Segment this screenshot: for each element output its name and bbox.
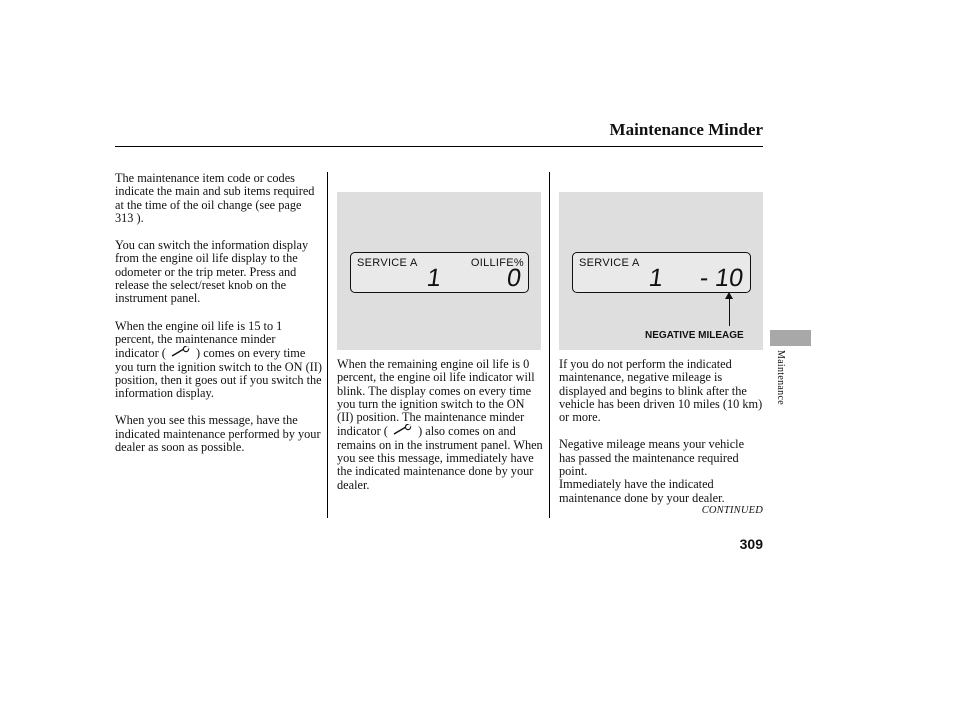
paragraph: If you do not perform the indicated maintenance, negative mileage is displayed and begins to blink after the vehicle has been driven 10 miles (10 km) or more. — [559, 357, 763, 425]
page-title: Maintenance Minder — [609, 120, 763, 139]
oil-life-display-illustration — [337, 192, 541, 350]
page-number: 309 — [739, 536, 763, 552]
section-tab — [770, 330, 811, 346]
negative-mileage-value: - 10 — [698, 264, 746, 292]
service-code-label: SERVICE A — [357, 257, 418, 269]
wrench-icon — [391, 424, 415, 436]
column-divider — [327, 172, 328, 518]
section-label: Maintenance — [775, 350, 786, 405]
maintenance-code-digit: 1 — [647, 264, 665, 292]
service-code-label: SERVICE A — [579, 257, 640, 269]
negative-mileage-callout: NEGATIVE MILEAGE — [645, 330, 744, 341]
paragraph: Negative mileage means your vehicle has passed the maintenance required point. — [559, 437, 745, 479]
column-3-text — [559, 358, 763, 519]
negative-mileage-display-illustration — [559, 192, 763, 350]
paragraph — [115, 320, 322, 401]
paragraph-text: ( — [383, 424, 388, 439]
paragraph-text: ) also comes on and remains on in the instrument panel. When you see this message, immediately have the indicated maintenance done by your dealer. — [337, 424, 543, 492]
header-rule — [115, 146, 763, 147]
paragraph — [337, 358, 543, 492]
paragraph: When you see this message, have the indicated maintenance performed by your dealer as soon as possible. — [115, 413, 321, 455]
oil-life-label: OILLIFE% — [470, 257, 524, 269]
paragraph: You can switch the information display from the engine oil life display to the odometer or the trip meter. Press and release the select/reset knob on the instrument panel. — [115, 238, 309, 306]
lcd-screen — [350, 252, 529, 293]
paragraph-text: When the remaining engine oil life is 0 percent, the engine oil life indicator will blink. The display comes on every time you turn the ignition switch to the ON (II) position. The maintenance minder indicator — [337, 357, 535, 439]
paragraph-text: When the engine oil life is 15 to 1 percent, the maintenance minder indicator ( — [115, 318, 283, 361]
oil-life-value: 0 — [505, 264, 524, 292]
paragraph-text: ) comes on every time you turn the ignition switch to the ON (II) position, then it goes out if you switch the information display. — [115, 346, 322, 401]
column-2-text — [337, 358, 543, 506]
wrench-icon — [169, 346, 193, 358]
maintenance-code-digit: 1 — [425, 264, 443, 292]
lcd-screen — [572, 252, 751, 293]
column-divider — [549, 172, 550, 518]
callout-line — [729, 296, 730, 326]
paragraph: Immediately have the indicated maintenance done by your dealer. — [559, 477, 725, 505]
paragraph: The maintenance item code or codes indicate the main and sub items required at the time of the oil change (see page 313 ). — [115, 171, 315, 225]
continued-label: CONTINUED — [701, 505, 763, 516]
column-1-text — [115, 172, 322, 468]
